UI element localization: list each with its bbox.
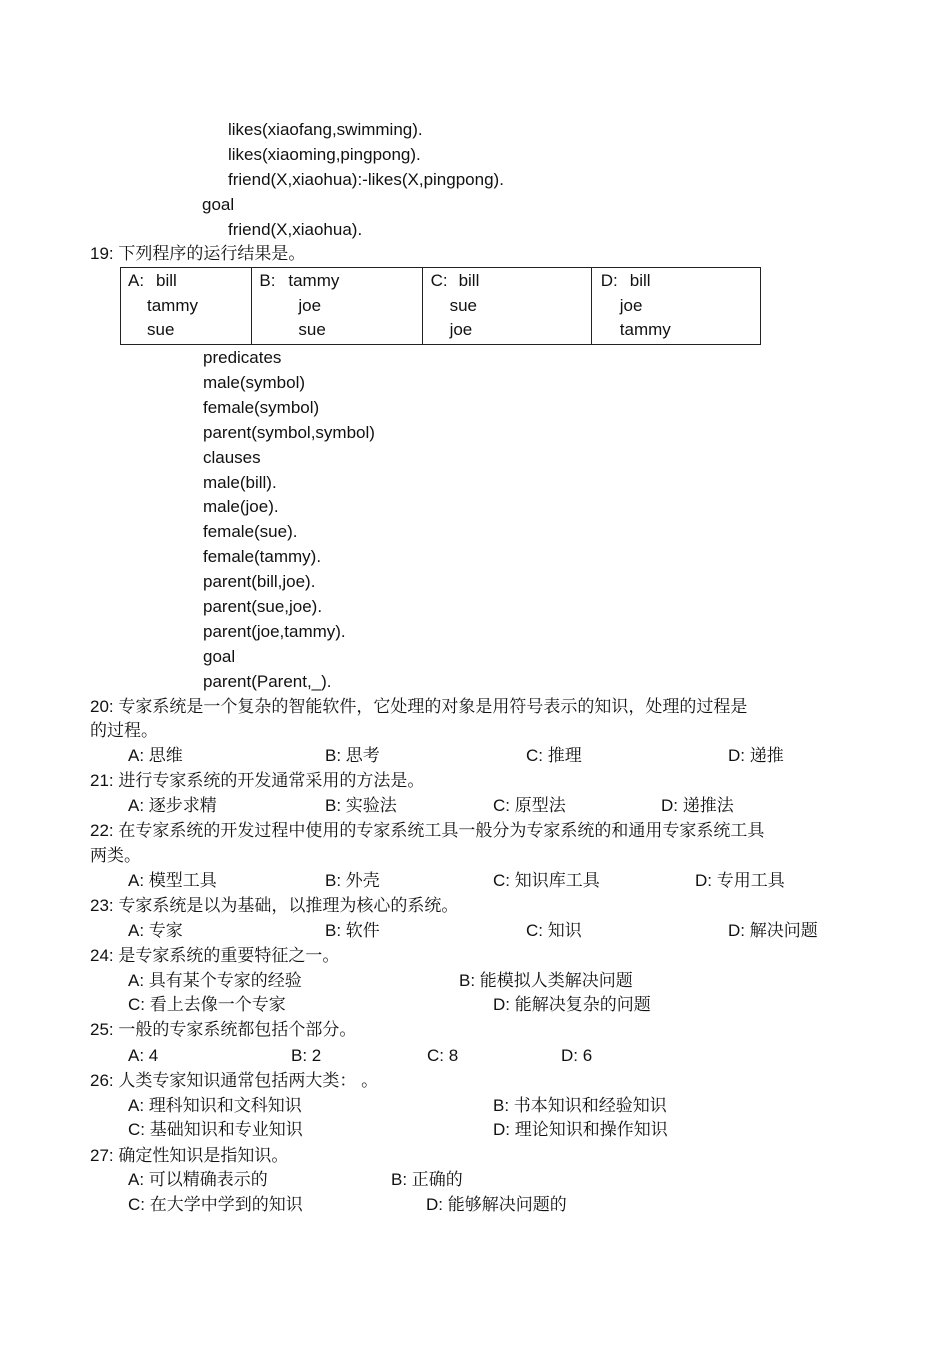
- option-a: A: 可以精确表示的: [128, 1170, 268, 1189]
- option-c: C: 8: [427, 1046, 459, 1065]
- option-b: B: 能模拟人类解决问题: [459, 971, 633, 990]
- question-22-stem: 22: 在专家系统的开发过程中使用的专家系统工具一般分为专家系统的和通用专家系统工具: [90, 821, 765, 840]
- option-b: B: 软件: [325, 921, 380, 940]
- code-line: female(sue).: [203, 522, 298, 541]
- option-c: C: 在大学中学到的知识: [128, 1195, 303, 1214]
- option-a: A: 具有某个专家的经验: [128, 971, 302, 990]
- option-b: B: 实验法: [325, 796, 397, 815]
- code-line: predicates: [203, 348, 282, 367]
- code-line: parent(joe,tammy).: [203, 622, 346, 641]
- option-b: B: 正确的: [391, 1170, 463, 1189]
- question-19-options-table: [120, 267, 761, 345]
- question-23-stem: 23: 专家系统是以为基础，以推理为核心的系统。: [90, 896, 459, 915]
- code-line: male(symbol): [203, 373, 306, 392]
- option-value: sue: [147, 320, 175, 339]
- option-d: D: 解决问题: [728, 921, 818, 940]
- code-line: friend(X,xiaohua).: [228, 220, 363, 239]
- option-value: bill: [156, 271, 177, 290]
- code-line: parent(Parent,_).: [203, 672, 332, 691]
- option-c: C: 看上去像一个专家: [128, 995, 286, 1014]
- code-line: female(tammy).: [203, 547, 322, 566]
- option-a: A: 理科知识和文科知识: [128, 1096, 302, 1115]
- question-20-stem-cont: 的过程。: [90, 721, 158, 740]
- option-c-cell: [422, 268, 591, 345]
- option-b: B: 2: [291, 1046, 322, 1065]
- option-d-cell: [591, 268, 760, 345]
- code-line: female(symbol): [203, 398, 320, 417]
- question-27-stem: 27: 确定性知识是指知识。: [90, 1146, 289, 1165]
- code-line: likes(xiaoming,pingpong).: [228, 145, 421, 164]
- option-c: C: 知识: [526, 921, 582, 940]
- question-21-stem: 21: 进行专家系统的开发通常采用的方法是。: [90, 771, 425, 790]
- option-b-cell: [252, 268, 422, 345]
- option-b: B: 外壳: [325, 871, 380, 890]
- question-20-stem: 20: 专家系统是一个复杂的智能软件，它处理的对象是用符号表示的知识，处理的过程是: [90, 697, 748, 716]
- option-value: tammy: [288, 271, 340, 290]
- option-d: D: 能够解决问题的: [426, 1195, 567, 1214]
- question-24-stem: 24: 是专家系统的重要特征之一。: [90, 946, 340, 965]
- option-a: A: 模型工具: [128, 871, 217, 890]
- option-a-cell: [121, 268, 252, 345]
- option-b: B: 书本知识和经验知识: [493, 1096, 667, 1115]
- option-value: tammy: [147, 296, 198, 315]
- option-d: D: 能解决复杂的问题: [493, 995, 651, 1014]
- option-value: sue: [449, 296, 477, 315]
- option-value: bill: [458, 271, 480, 290]
- option-d: D: 6: [561, 1046, 593, 1065]
- code-line: male(joe).: [203, 497, 279, 516]
- code-line: goal: [202, 195, 235, 214]
- option-value: sue: [298, 320, 326, 339]
- option-c: C: 推理: [526, 746, 582, 765]
- option-b: B: 思考: [325, 746, 380, 765]
- option-d: D: 递推: [728, 746, 784, 765]
- option-c: C: 原型法: [493, 796, 566, 815]
- option-value: bill: [629, 271, 651, 290]
- option-d: D: 理论知识和操作知识: [493, 1120, 668, 1139]
- option-value: tammy: [619, 320, 671, 339]
- option-d: D: 递推法: [661, 796, 734, 815]
- code-line: parent(bill,joe).: [203, 572, 316, 591]
- option-a: A: 思维: [128, 746, 183, 765]
- option-c: C: 基础知识和专业知识: [128, 1120, 303, 1139]
- code-line: parent(symbol,symbol): [203, 423, 375, 442]
- code-line: male(bill).: [203, 473, 277, 492]
- code-line: parent(sue,joe).: [203, 597, 323, 616]
- option-label: A:: [128, 271, 145, 290]
- option-label: D:: [600, 271, 618, 290]
- option-label: B:: [259, 271, 276, 290]
- code-line: likes(xiaofang,swimming).: [228, 120, 423, 139]
- question-19-stem: 19: 下列程序的运行结果是。: [90, 244, 306, 263]
- option-value: joe: [298, 296, 322, 315]
- question-26-stem: 26: 人类专家知识通常包括两大类： 。: [90, 1071, 379, 1090]
- option-c: C: 知识库工具: [493, 871, 600, 890]
- option-label: C:: [430, 271, 448, 290]
- option-d: D: 专用工具: [695, 871, 785, 890]
- option-a: A: 逐步求精: [128, 796, 217, 815]
- option-a: A: 专家: [128, 921, 183, 940]
- question-22-stem-cont: 两类。: [90, 846, 141, 865]
- code-line: clauses: [203, 448, 261, 467]
- question-25-stem: 25: 一般的专家系统都包括个部分。: [90, 1020, 357, 1039]
- option-value: joe: [619, 296, 643, 315]
- code-line: goal: [203, 647, 236, 666]
- code-line: friend(X,xiaohua):-likes(X,pingpong).: [228, 170, 504, 189]
- option-value: joe: [449, 320, 473, 339]
- option-a: A: 4: [128, 1046, 159, 1065]
